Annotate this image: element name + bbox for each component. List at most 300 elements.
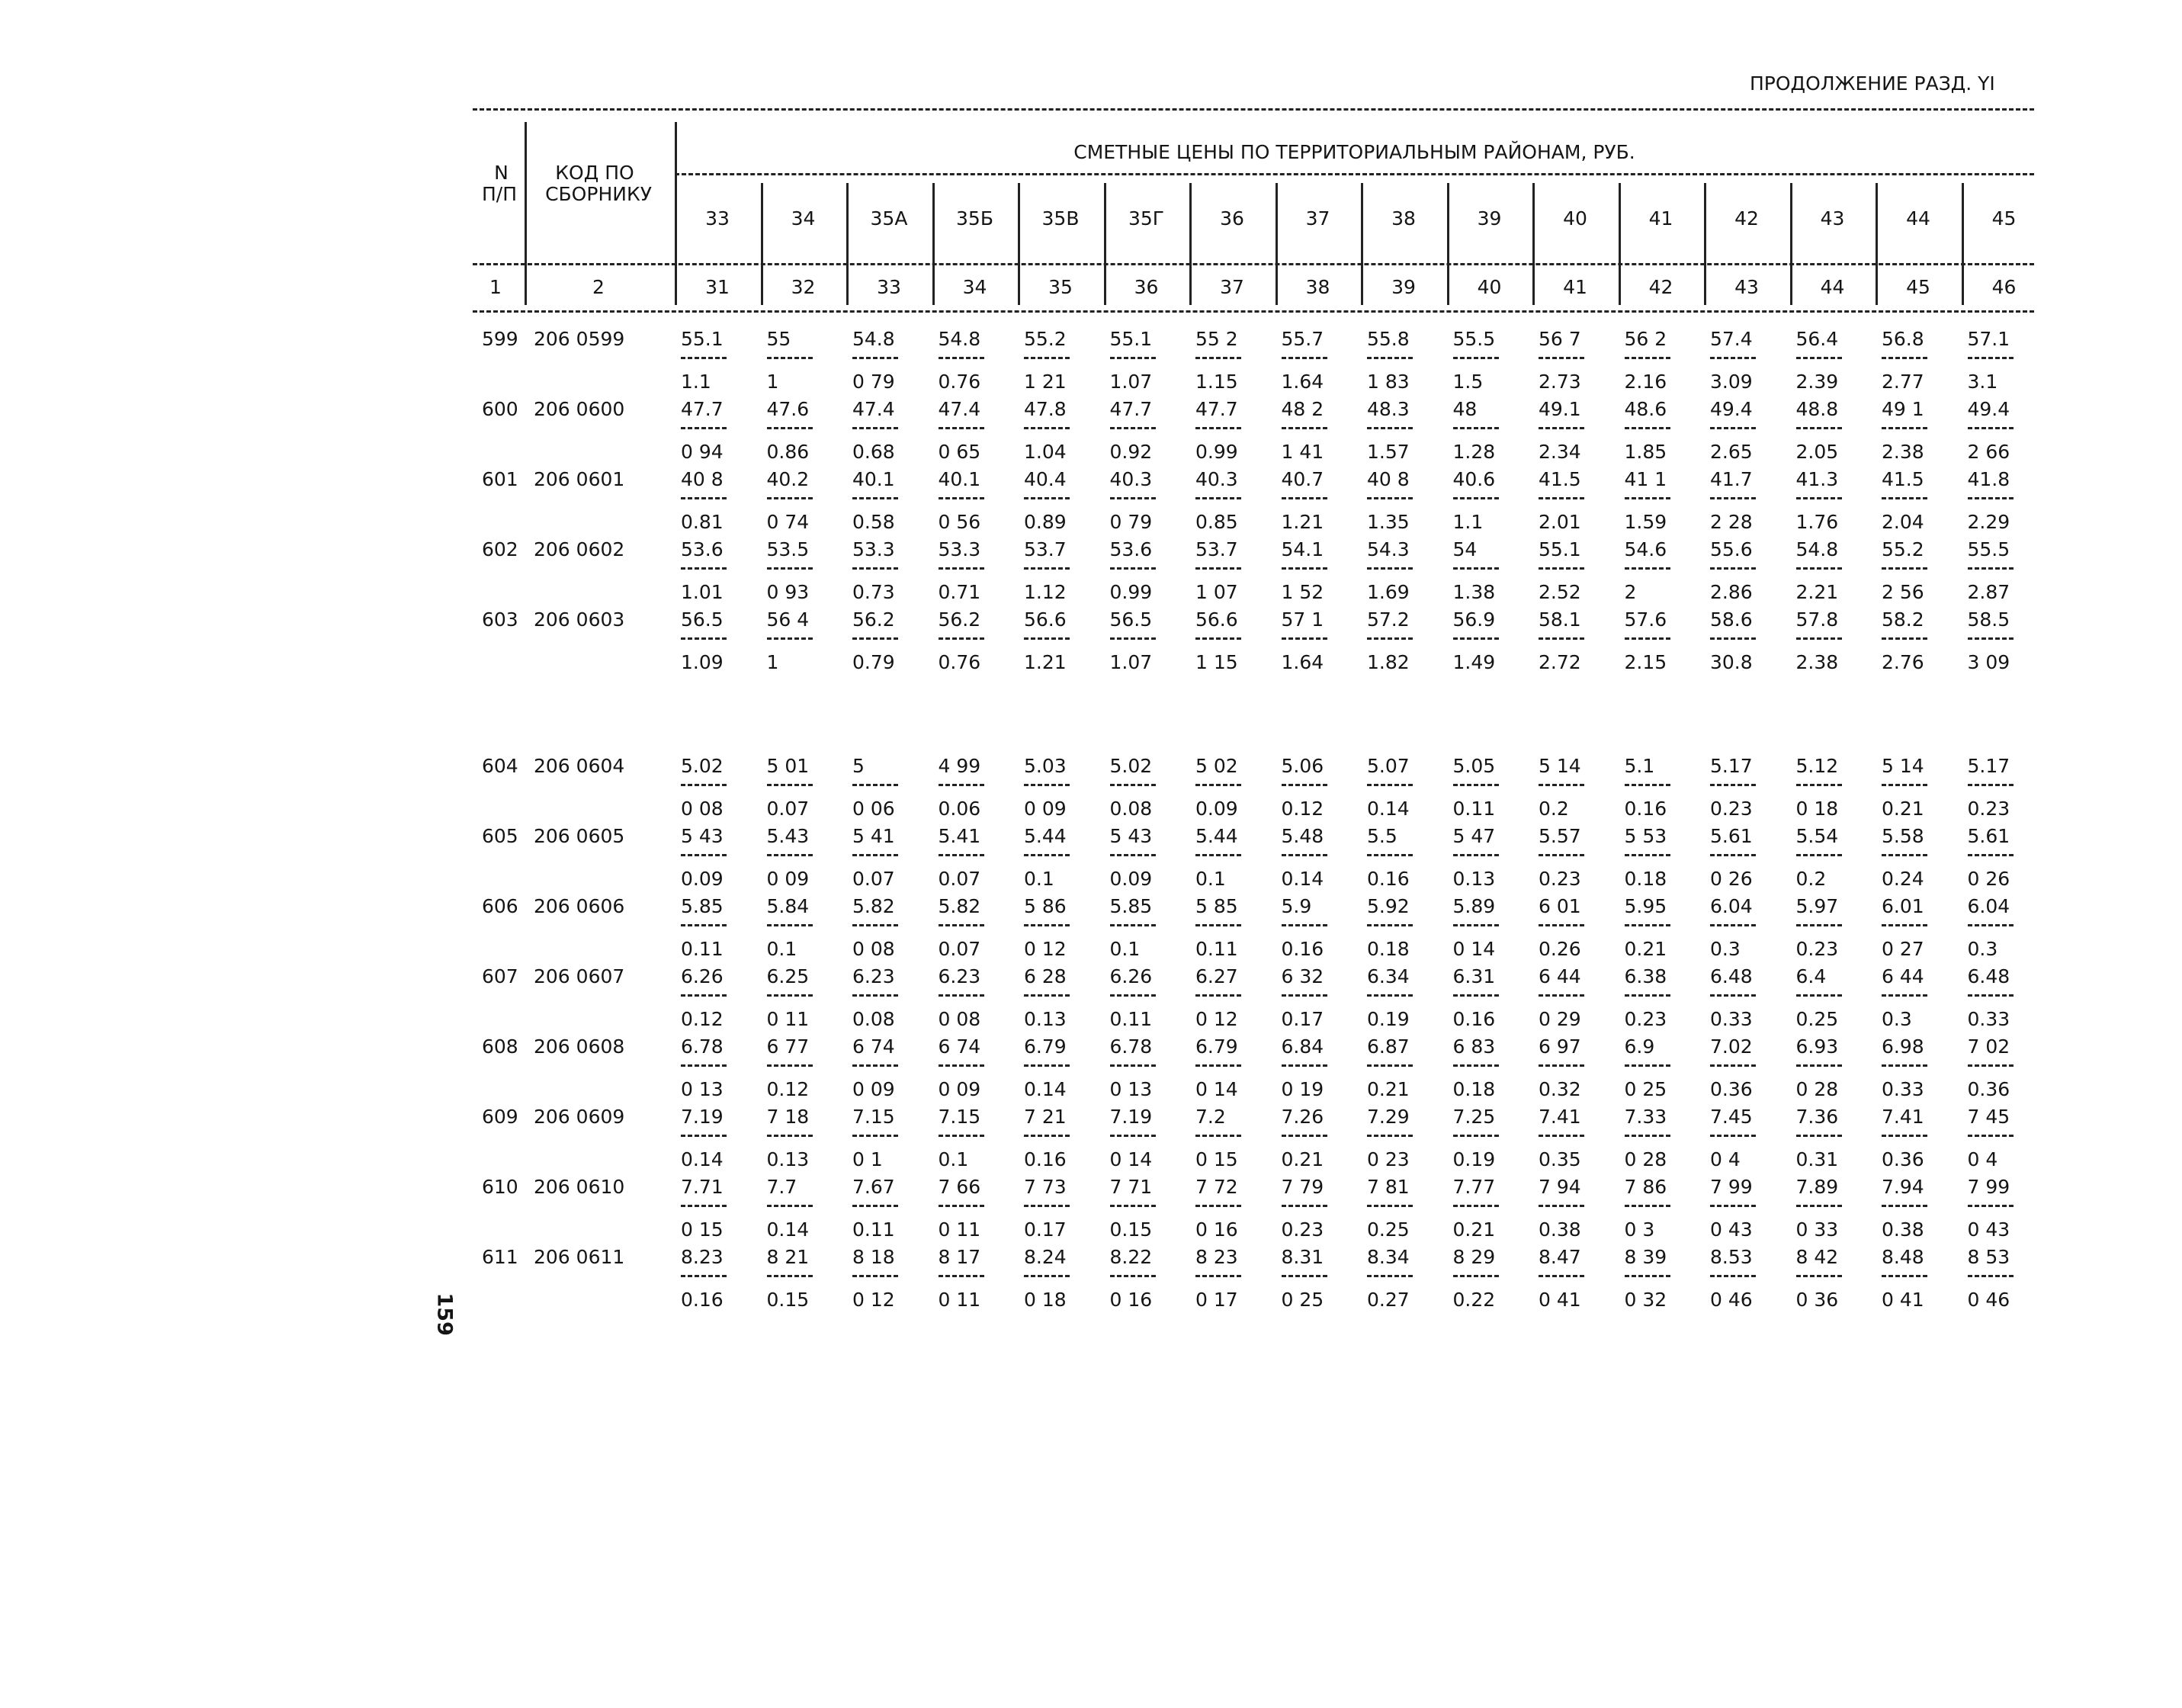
price-value: 4 99 xyxy=(938,755,981,777)
price-value: 55.1 xyxy=(1539,538,1581,560)
labor-value: 0 14 xyxy=(1452,938,1496,960)
price-value: 7 79 xyxy=(1281,1176,1324,1198)
labor-value: 1.21 xyxy=(1281,511,1324,533)
fraction-bar xyxy=(767,1205,813,1207)
fraction-bar xyxy=(852,497,898,499)
fraction-bar xyxy=(681,427,727,429)
labor-value: 1.64 xyxy=(1281,371,1324,393)
fraction-bar xyxy=(852,854,898,856)
labor-value: 0.23 xyxy=(1795,938,1839,960)
labor-value: 2.73 xyxy=(1539,371,1581,393)
labor-value: 0.86 xyxy=(766,441,810,463)
fraction-bar xyxy=(1110,854,1156,856)
colnum: 38 xyxy=(1305,276,1330,298)
price-value: 7.29 xyxy=(1367,1106,1410,1128)
price-value: 56.9 xyxy=(1452,608,1496,631)
labor-value: 0.23 xyxy=(1624,1008,1667,1030)
price-value: 5.5 xyxy=(1367,825,1397,847)
colnum: 40 xyxy=(1477,276,1502,298)
labor-value: 1.09 xyxy=(681,651,724,673)
labor-value: 2.38 xyxy=(1795,651,1839,673)
price-value: 40.4 xyxy=(1024,468,1067,490)
labor-value: 0.76 xyxy=(938,651,981,673)
fraction-bar xyxy=(1453,994,1499,997)
price-value: 55.8 xyxy=(1367,328,1410,350)
price-value: 8 42 xyxy=(1795,1246,1839,1268)
labor-value: 30.8 xyxy=(1710,651,1753,673)
fraction-bar xyxy=(1453,1275,1499,1277)
rule-top xyxy=(473,108,2034,111)
price-value: 53.6 xyxy=(681,538,724,560)
labor-value: 0.92 xyxy=(1109,441,1153,463)
labor-value: 1.38 xyxy=(1452,581,1496,603)
labor-value: 0 09 xyxy=(1024,798,1067,820)
price-value: 7.19 xyxy=(1109,1106,1153,1128)
price-value: 5.07 xyxy=(1367,755,1410,777)
labor-value: 0.16 xyxy=(1624,798,1667,820)
row-code: 206 0610 xyxy=(534,1176,625,1198)
labor-value: 0 12 xyxy=(1024,938,1067,960)
price-value: 47.4 xyxy=(852,398,895,420)
district-col-header: 33 xyxy=(705,207,730,230)
fraction-bar xyxy=(1710,924,1756,926)
price-value: 5.61 xyxy=(1710,825,1753,847)
price-value: 7.77 xyxy=(1452,1176,1496,1198)
fraction-bar xyxy=(1710,994,1756,997)
price-value: 7.41 xyxy=(1539,1106,1581,1128)
colnum: 37 xyxy=(1220,276,1244,298)
vline-district-2 xyxy=(761,183,763,305)
fraction-bar xyxy=(1882,567,1927,570)
fraction-bar xyxy=(1539,1135,1584,1137)
labor-value: 0.23 xyxy=(1710,798,1753,820)
fraction-bar xyxy=(1625,1135,1670,1137)
fraction-bar xyxy=(681,854,727,856)
price-value: 56.6 xyxy=(1024,608,1067,631)
fraction-bar xyxy=(1110,497,1156,499)
price-value: 6 77 xyxy=(766,1035,810,1058)
fraction-bar xyxy=(1796,637,1842,640)
labor-value: 2.39 xyxy=(1795,371,1839,393)
fraction-bar xyxy=(1796,1205,1842,1207)
fraction-bar xyxy=(939,784,984,786)
price-value: 5.02 xyxy=(681,755,724,777)
price-value: 55.7 xyxy=(1281,328,1324,350)
fraction-bar xyxy=(1539,1275,1584,1277)
colnum: 42 xyxy=(1648,276,1673,298)
price-value: 5 47 xyxy=(1452,825,1496,847)
price-value: 7.02 xyxy=(1710,1035,1753,1058)
price-value: 5 86 xyxy=(1024,895,1067,917)
labor-value: 0.23 xyxy=(1539,868,1581,890)
price-value: 8 23 xyxy=(1195,1246,1238,1268)
fraction-bar xyxy=(681,567,727,570)
labor-value: 1 xyxy=(766,371,779,393)
vline-district-5 xyxy=(1018,183,1020,305)
fraction-bar xyxy=(939,1205,984,1207)
labor-value: 0.15 xyxy=(1109,1218,1153,1241)
price-value: 48 2 xyxy=(1281,398,1324,420)
price-value: 7.15 xyxy=(938,1106,981,1128)
price-value: 6.27 xyxy=(1195,965,1238,987)
fraction-bar xyxy=(767,357,813,359)
price-value: 54.8 xyxy=(852,328,895,350)
labor-value: 0.16 xyxy=(681,1289,724,1311)
vline-district-16 xyxy=(1962,183,1964,305)
price-value: 7.15 xyxy=(852,1106,895,1128)
labor-value: 0.2 xyxy=(1795,868,1827,890)
fraction-bar xyxy=(1968,637,2014,640)
fraction-bar xyxy=(939,924,984,926)
fraction-bar xyxy=(1453,567,1499,570)
labor-value: 0.1 xyxy=(1109,938,1141,960)
price-value: 40.1 xyxy=(852,468,895,490)
fraction-bar xyxy=(1110,427,1156,429)
labor-value: 1.07 xyxy=(1109,651,1153,673)
fraction-bar xyxy=(1453,637,1499,640)
price-value: 6 28 xyxy=(1024,965,1067,987)
vline-n xyxy=(525,122,527,305)
fraction-bar xyxy=(1195,1275,1241,1277)
row-code: 206 0601 xyxy=(534,468,625,490)
row-code: 206 0607 xyxy=(534,965,625,987)
price-value: 8 21 xyxy=(766,1246,810,1268)
labor-value: 0.99 xyxy=(1195,441,1238,463)
fraction-bar xyxy=(1710,427,1756,429)
fraction-bar xyxy=(1367,1205,1413,1207)
price-value: 58.6 xyxy=(1710,608,1753,631)
price-value: 49 1 xyxy=(1882,398,1924,420)
labor-value: 0 25 xyxy=(1624,1078,1667,1100)
labor-value: 2 56 xyxy=(1882,581,1924,603)
labor-value: 0 11 xyxy=(938,1289,981,1311)
labor-value: 2.72 xyxy=(1539,651,1581,673)
fraction-bar xyxy=(1710,497,1756,499)
fraction-bar xyxy=(1710,357,1756,359)
price-value: 5.06 xyxy=(1281,755,1324,777)
price-value: 6.04 xyxy=(1710,895,1753,917)
fraction-bar xyxy=(1024,994,1070,997)
labor-value: 0.16 xyxy=(1452,1008,1496,1030)
price-value: 54.1 xyxy=(1281,538,1324,560)
labor-value: 1.35 xyxy=(1367,511,1410,533)
fraction-bar xyxy=(1968,427,2014,429)
fraction-bar xyxy=(1367,854,1413,856)
fraction-bar xyxy=(1882,784,1927,786)
labor-value: 0.21 xyxy=(1882,798,1924,820)
fraction-bar xyxy=(852,784,898,786)
row-number: 606 xyxy=(482,895,518,917)
price-value: 8.31 xyxy=(1281,1246,1324,1268)
fraction-bar xyxy=(1110,1064,1156,1067)
fraction-bar xyxy=(1882,637,1927,640)
price-value: 7 45 xyxy=(1967,1106,2010,1128)
labor-value: 0.15 xyxy=(766,1289,810,1311)
labor-value: 1 21 xyxy=(1024,371,1067,393)
price-value: 5.89 xyxy=(1452,895,1496,917)
fraction-bar xyxy=(1453,1135,1499,1137)
labor-value: 1.57 xyxy=(1367,441,1410,463)
fraction-bar xyxy=(1282,854,1327,856)
labor-value: 0 1 xyxy=(852,1148,883,1170)
fraction-bar xyxy=(1710,1275,1756,1277)
fraction-bar xyxy=(1625,994,1670,997)
fraction-bar xyxy=(939,994,984,997)
labor-value: 1.85 xyxy=(1624,441,1667,463)
row-number: 604 xyxy=(482,755,518,777)
col-n-label-line2: П/П xyxy=(481,183,518,205)
labor-value: 0 65 xyxy=(938,441,981,463)
labor-value: 0.36 xyxy=(1967,1078,2010,1100)
labor-value: 0.26 xyxy=(1539,938,1581,960)
price-value: 5 14 xyxy=(1882,755,1924,777)
fraction-bar xyxy=(1282,497,1327,499)
fraction-bar xyxy=(767,567,813,570)
price-value: 8 18 xyxy=(852,1246,895,1268)
labor-value: 0.17 xyxy=(1281,1008,1324,1030)
labor-value: 0.18 xyxy=(1367,938,1410,960)
fraction-bar xyxy=(1882,427,1927,429)
price-value: 5.03 xyxy=(1024,755,1067,777)
labor-value: 0.16 xyxy=(1281,938,1324,960)
fraction-bar xyxy=(1796,1064,1842,1067)
fraction-bar xyxy=(939,567,984,570)
labor-value: 0.1 xyxy=(1195,868,1226,890)
price-value: 56.5 xyxy=(681,608,724,631)
fraction-bar xyxy=(681,1205,727,1207)
labor-value: 0.07 xyxy=(938,868,981,890)
labor-value: 0.1 xyxy=(766,938,797,960)
vline-district-13 xyxy=(1704,183,1706,305)
row-number: 599 xyxy=(482,328,518,350)
fraction-bar xyxy=(1367,637,1413,640)
price-value: 57.1 xyxy=(1967,328,2010,350)
labor-value: 0.13 xyxy=(766,1148,810,1170)
price-value: 6.84 xyxy=(1281,1035,1324,1058)
fraction-bar xyxy=(1453,497,1499,499)
price-value: 7 72 xyxy=(1195,1176,1238,1198)
price-value: 57.2 xyxy=(1367,608,1410,631)
price-value: 7 71 xyxy=(1109,1176,1153,1198)
district-col-header: 40 xyxy=(1563,207,1587,230)
fraction-bar xyxy=(1195,427,1241,429)
price-value: 40.6 xyxy=(1452,468,1496,490)
price-value: 5.82 xyxy=(852,895,895,917)
price-value: 5.95 xyxy=(1624,895,1667,917)
fraction-bar xyxy=(1539,994,1584,997)
fraction-bar xyxy=(1367,1275,1413,1277)
labor-value: 0.89 xyxy=(1024,511,1067,533)
price-value: 53.3 xyxy=(852,538,895,560)
labor-value: 0 3 xyxy=(1624,1218,1655,1241)
labor-value: 2.87 xyxy=(1967,581,2010,603)
labor-value: 0.71 xyxy=(938,581,981,603)
price-value: 6 74 xyxy=(852,1035,895,1058)
district-col-header: 45 xyxy=(1991,207,2017,230)
labor-value: 0.3 xyxy=(1710,938,1741,960)
labor-value: 0.09 xyxy=(1195,798,1238,820)
labor-value: 1 83 xyxy=(1367,371,1410,393)
labor-value: 0 11 xyxy=(938,1218,981,1241)
vline-district-12 xyxy=(1619,183,1621,305)
labor-value: 0.11 xyxy=(681,938,724,960)
price-value: 5 43 xyxy=(681,825,724,847)
labor-value: 0 41 xyxy=(1539,1289,1581,1311)
row-number: 609 xyxy=(482,1106,518,1128)
fraction-bar xyxy=(1968,854,2014,856)
rule-group xyxy=(675,173,2034,175)
labor-value: 0.99 xyxy=(1109,581,1153,603)
labor-value: 0.14 xyxy=(1367,798,1410,820)
labor-value: 2.77 xyxy=(1882,371,1924,393)
labor-value: 1 52 xyxy=(1281,581,1324,603)
price-value: 49.4 xyxy=(1710,398,1753,420)
labor-value: 0 32 xyxy=(1624,1289,1667,1311)
fraction-bar xyxy=(1968,784,2014,786)
labor-value: 0.21 xyxy=(1281,1148,1324,1170)
fraction-bar xyxy=(1453,427,1499,429)
labor-value: 1.59 xyxy=(1624,511,1667,533)
price-value: 56 2 xyxy=(1624,328,1667,350)
fraction-bar xyxy=(1110,784,1156,786)
fraction-bar xyxy=(1796,924,1842,926)
district-col-header: 35А xyxy=(870,207,908,230)
fraction-bar xyxy=(681,497,727,499)
price-value: 7 99 xyxy=(1967,1176,2010,1198)
fraction-bar xyxy=(1367,784,1413,786)
fraction-bar xyxy=(1968,497,2014,499)
price-value: 53.6 xyxy=(1109,538,1153,560)
fraction-bar xyxy=(767,784,813,786)
labor-value: 2 28 xyxy=(1710,511,1753,533)
labor-value: 1.49 xyxy=(1452,651,1496,673)
price-value: 5 53 xyxy=(1624,825,1667,847)
fraction-bar xyxy=(681,1275,727,1277)
fraction-bar xyxy=(1796,994,1842,997)
labor-value: 1.12 xyxy=(1024,581,1067,603)
price-value: 57.4 xyxy=(1710,328,1753,350)
price-value: 5.48 xyxy=(1281,825,1324,847)
price-value: 41 1 xyxy=(1624,468,1667,490)
fraction-bar xyxy=(1110,994,1156,997)
vline-district-3 xyxy=(846,183,849,305)
price-value: 6.01 xyxy=(1882,895,1924,917)
row-number: 603 xyxy=(482,608,518,631)
labor-value: 0 09 xyxy=(766,868,810,890)
labor-value: 0.11 xyxy=(1452,798,1496,820)
fraction-bar xyxy=(1110,567,1156,570)
labor-value: 0 06 xyxy=(852,798,895,820)
price-value: 5.17 xyxy=(1967,755,2010,777)
labor-value: 0.07 xyxy=(766,798,810,820)
fraction-bar xyxy=(1625,357,1670,359)
price-value: 7 94 xyxy=(1539,1176,1581,1198)
price-value: 6.25 xyxy=(766,965,810,987)
row-code: 206 0603 xyxy=(534,608,625,631)
price-value: 48.6 xyxy=(1624,398,1667,420)
row-code: 206 0608 xyxy=(534,1035,625,1058)
labor-value: 2.16 xyxy=(1624,371,1667,393)
labor-value: 0 43 xyxy=(1710,1218,1753,1241)
colnum: 41 xyxy=(1563,276,1587,298)
colnum: 31 xyxy=(705,276,730,298)
price-value: 5.41 xyxy=(938,825,981,847)
price-value: 7 81 xyxy=(1367,1176,1410,1198)
fraction-bar xyxy=(1882,1205,1927,1207)
labor-value: 0.76 xyxy=(938,371,981,393)
district-col-header: 42 xyxy=(1734,207,1759,230)
fraction-bar xyxy=(1968,1205,2014,1207)
fraction-bar xyxy=(1195,924,1241,926)
labor-value: 0.18 xyxy=(1452,1078,1496,1100)
colnum: 2 xyxy=(592,276,605,298)
labor-value: 0 11 xyxy=(766,1008,810,1030)
labor-value: 1 41 xyxy=(1281,441,1324,463)
price-value: 55.1 xyxy=(1109,328,1153,350)
price-value: 47.7 xyxy=(1109,398,1153,420)
price-value: 55 2 xyxy=(1195,328,1238,350)
labor-value: 1 07 xyxy=(1195,581,1238,603)
fraction-bar xyxy=(1024,1275,1070,1277)
labor-value: 0 09 xyxy=(938,1078,981,1100)
labor-value: 0.35 xyxy=(1539,1148,1581,1170)
labor-value: 0.79 xyxy=(852,651,895,673)
price-value: 41.5 xyxy=(1539,468,1581,490)
price-value: 5.85 xyxy=(1109,895,1153,917)
labor-value: 0.24 xyxy=(1882,868,1924,890)
rule-header-bottom xyxy=(473,263,2034,265)
fraction-bar xyxy=(767,1064,813,1067)
district-col-header: 35Г xyxy=(1128,207,1165,230)
labor-value: 0 18 xyxy=(1024,1289,1067,1311)
fraction-bar xyxy=(681,637,727,640)
price-value: 7.71 xyxy=(681,1176,724,1198)
fraction-bar xyxy=(1195,1064,1241,1067)
price-value: 54 xyxy=(1452,538,1478,560)
fraction-bar xyxy=(1882,1064,1927,1067)
price-value: 5.44 xyxy=(1024,825,1067,847)
fraction-bar xyxy=(1539,497,1584,499)
fraction-bar xyxy=(939,1135,984,1137)
price-value: 6.23 xyxy=(852,965,895,987)
price-value: 8.23 xyxy=(681,1246,724,1268)
fraction-bar xyxy=(1110,924,1156,926)
price-value: 54.8 xyxy=(1795,538,1839,560)
price-value: 5.92 xyxy=(1367,895,1410,917)
fraction-bar xyxy=(1195,854,1241,856)
labor-value: 0.33 xyxy=(1967,1008,2010,1030)
fraction-bar xyxy=(1539,427,1584,429)
fraction-bar xyxy=(767,854,813,856)
fraction-bar xyxy=(939,427,984,429)
fraction-bar xyxy=(767,1135,813,1137)
price-value: 7.25 xyxy=(1452,1106,1496,1128)
labor-value: 0 09 xyxy=(852,1078,895,1100)
labor-value: 0.38 xyxy=(1882,1218,1924,1241)
labor-value: 1.5 xyxy=(1452,371,1484,393)
fraction-bar xyxy=(767,427,813,429)
labor-value: 0 4 xyxy=(1710,1148,1741,1170)
price-value: 56 7 xyxy=(1539,328,1581,350)
fraction-bar xyxy=(1796,784,1842,786)
labor-value: 0 28 xyxy=(1624,1148,1667,1170)
labor-value: 0.07 xyxy=(852,868,895,890)
price-value: 7 99 xyxy=(1710,1176,1753,1198)
price-value: 8 53 xyxy=(1967,1246,2010,1268)
fraction-bar xyxy=(939,854,984,856)
labor-value: 1.1 xyxy=(1452,511,1484,533)
price-value: 40.1 xyxy=(938,468,981,490)
